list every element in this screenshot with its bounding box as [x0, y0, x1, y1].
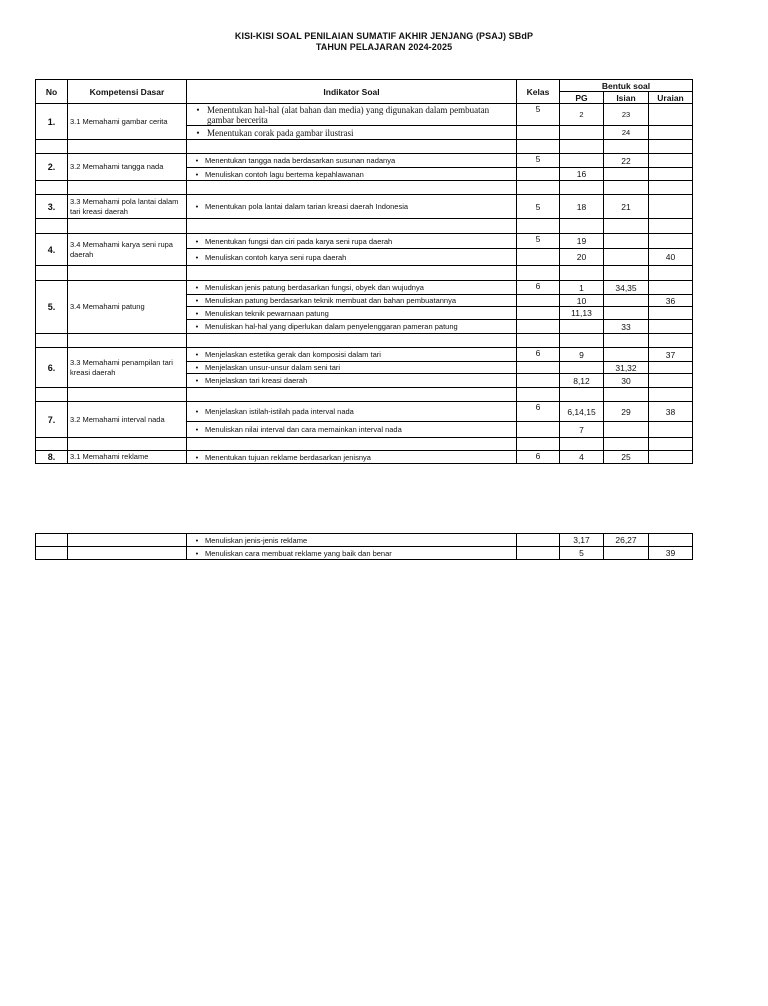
empty-cell — [36, 140, 68, 154]
indikator-cell — [187, 451, 517, 464]
pg-cell: 1 — [560, 281, 604, 295]
table-row — [36, 534, 693, 547]
bullet-icon: • — [195, 363, 199, 372]
page-subtitle: TAHUN PELAJARAN 2024-2025 — [315, 42, 453, 52]
empty-cell — [649, 266, 693, 281]
empty-cell — [604, 266, 649, 281]
empty-cell — [68, 388, 187, 402]
empty-cell — [560, 181, 604, 195]
isian-cell: 21 — [604, 195, 649, 219]
empty-cell — [68, 140, 187, 154]
indikator-cell — [187, 104, 517, 126]
kelas-cell: 5 — [517, 104, 560, 126]
uraian-cell — [649, 374, 693, 388]
uraian-cell — [649, 362, 693, 374]
empty-cell — [517, 388, 560, 402]
uraian-cell — [649, 307, 693, 320]
indikator-text: Menentukan tangga nada berdasarkan susunan nadanya — [205, 156, 396, 165]
uraian-cell — [649, 422, 693, 438]
isian-cell — [604, 547, 649, 560]
indikator-text: Menuliskan jenis-jenis reklame — [205, 535, 308, 545]
pg-cell: 6,14,15 — [560, 402, 604, 422]
isian-cell — [604, 249, 649, 266]
bullet-icon: • — [195, 535, 199, 545]
row-number: 2. — [36, 154, 68, 181]
empty-cell — [187, 219, 517, 234]
indikator-text: Menentukan fungsi dan ciri pada karya seni rupa daerah — [205, 236, 393, 246]
pg-cell: 19 — [560, 234, 604, 249]
isian-cell: 31,32 — [604, 362, 649, 374]
empty-cell — [36, 547, 68, 560]
bullet-icon: • — [195, 202, 199, 211]
empty-cell — [36, 266, 68, 281]
header-isian: Isian — [604, 92, 649, 104]
pg-cell: 11,13 — [560, 307, 604, 320]
kelas-cell: 5 — [517, 195, 560, 219]
isian-cell: 23 — [604, 104, 649, 126]
indikator-cell — [187, 295, 517, 307]
bullet-icon: • — [195, 169, 199, 179]
empty-cell — [36, 334, 68, 348]
empty-cell — [36, 181, 68, 195]
indikator-cell — [187, 374, 517, 388]
indikator-text: Menentukan tujuan reklame berdasarkan jenisnya — [205, 452, 371, 462]
bullet-icon: • — [195, 548, 199, 558]
pg-cell: 4 — [560, 451, 604, 464]
empty-cell — [517, 266, 560, 281]
row-number: 3. — [36, 195, 68, 219]
empty-cell — [187, 388, 517, 402]
empty-cell — [604, 140, 649, 154]
pg-cell: 10 — [560, 295, 604, 307]
empty-cell — [649, 181, 693, 195]
isian-cell: 29 — [604, 402, 649, 422]
uraian-cell: 39 — [649, 547, 693, 560]
empty-cell — [604, 219, 649, 234]
indikator-cell — [187, 534, 517, 547]
kelas-cell — [517, 168, 560, 181]
pg-cell — [560, 126, 604, 140]
kelas-cell — [517, 547, 560, 560]
bullet-icon: • — [195, 236, 199, 246]
bullet-icon: • — [195, 350, 199, 359]
empty-cell — [560, 266, 604, 281]
empty-cell — [604, 334, 649, 348]
kompetensi-dasar-cell: 3.2 Memahami tangga nada — [68, 154, 187, 181]
table-row — [36, 195, 693, 219]
uraian-cell — [649, 281, 693, 295]
continuation-table — [35, 533, 693, 560]
indikator-cell — [187, 422, 517, 438]
indikator-text: Menuliskan patung berdasarkan teknik membuat dan bahan pembuatannya — [205, 296, 457, 305]
indikator-text: Menentukan corak pada gambar ilustrasi — [207, 127, 354, 138]
table-row — [36, 402, 693, 422]
pg-cell: 9 — [560, 348, 604, 362]
bullet-icon: • — [195, 322, 199, 331]
indikator-cell — [187, 320, 517, 334]
row-number: 7. — [36, 402, 68, 438]
header-no: No — [36, 80, 68, 104]
isian-cell — [604, 307, 649, 320]
indikator-cell — [187, 281, 517, 295]
header-indikator-soal: Indikator Soal — [187, 80, 517, 104]
bullet-icon: • — [195, 283, 199, 292]
bullet-icon: • — [195, 296, 199, 305]
empty-cell — [604, 438, 649, 451]
empty-cell — [604, 181, 649, 195]
kelas-cell — [517, 295, 560, 307]
pg-cell — [560, 320, 604, 334]
empty-cell — [36, 219, 68, 234]
table-row — [36, 348, 693, 362]
isian-cell: 33 — [604, 320, 649, 334]
header-bentuk-soal: Bentuk soal — [560, 80, 693, 92]
uraian-cell — [649, 320, 693, 334]
isian-cell — [604, 234, 649, 249]
empty-cell — [560, 334, 604, 348]
bullet-icon: • — [195, 425, 199, 434]
isian-cell: 26,27 — [604, 534, 649, 547]
indikator-cell — [187, 195, 517, 219]
empty-cell — [517, 438, 560, 451]
empty-cell — [68, 219, 187, 234]
isian-cell — [604, 348, 649, 362]
uraian-cell — [649, 234, 693, 249]
empty-cell — [36, 534, 68, 547]
kelas-cell: 6 — [517, 402, 560, 422]
kompetensi-dasar-cell: 3.3 Memahami penampilan tari kreasi daerah — [68, 348, 187, 388]
kelas-cell: 5 — [517, 234, 560, 249]
table-row — [36, 154, 693, 168]
header-uraian: Uraian — [649, 92, 693, 104]
empty-cell — [649, 334, 693, 348]
indikator-cell — [187, 547, 517, 560]
kompetensi-dasar-cell: 3.2 Memahami interval nada — [68, 402, 187, 438]
isian-cell — [604, 295, 649, 307]
bullet-icon: • — [195, 156, 199, 165]
empty-cell — [517, 219, 560, 234]
pg-cell: 3,17 — [560, 534, 604, 547]
isian-cell — [604, 168, 649, 181]
kelas-cell — [517, 422, 560, 438]
bullet-icon: • — [195, 407, 199, 416]
indikator-text: Menuliskan contoh lagu bertema kepahlawanan — [205, 169, 364, 179]
uraian-cell — [649, 126, 693, 140]
kelas-cell — [517, 249, 560, 266]
row-number: 4. — [36, 234, 68, 266]
empty-cell — [560, 438, 604, 451]
indikator-cell — [187, 348, 517, 362]
spacer-row — [36, 438, 693, 451]
pg-cell: 5 — [560, 547, 604, 560]
pg-cell: 16 — [560, 168, 604, 181]
spacer-row — [36, 334, 693, 348]
spacer-row — [36, 266, 693, 281]
isian-cell: 22 — [604, 154, 649, 168]
row-number: 6. — [36, 348, 68, 388]
bullet-icon: • — [195, 252, 199, 262]
indikator-cell — [187, 126, 517, 140]
kelas-cell — [517, 374, 560, 388]
isian-cell: 30 — [604, 374, 649, 388]
uraian-cell — [649, 195, 693, 219]
pg-cell: 7 — [560, 422, 604, 438]
empty-cell — [560, 388, 604, 402]
empty-cell — [68, 534, 187, 547]
uraian-cell — [649, 168, 693, 181]
bullet-icon: • — [195, 308, 199, 318]
kelas-cell: 6 — [517, 451, 560, 464]
uraian-cell: 37 — [649, 348, 693, 362]
kompetensi-dasar-cell: 3.4 Memahami patung — [68, 281, 187, 334]
indikator-text: Menuliskan jenis patung berdasarkan fungsi, obyek dan wujudnya — [205, 283, 424, 292]
empty-cell — [36, 388, 68, 402]
indikator-cell — [187, 402, 517, 422]
spacer-row — [36, 388, 693, 402]
bullet-icon: • — [196, 104, 200, 115]
indikator-cell — [187, 249, 517, 266]
page-title: KISI-KISI SOAL PENILAIAN SUMATIF AKHIR JENJANG (PSAJ) SBdP — [234, 31, 534, 41]
bullet-icon: • — [196, 127, 200, 138]
row-number: 5. — [36, 281, 68, 334]
pg-cell: 18 — [560, 195, 604, 219]
empty-cell — [517, 334, 560, 348]
uraian-cell — [649, 104, 693, 126]
indikator-text: Menjelaskan unsur-unsur dalam seni tari — [205, 363, 341, 372]
pg-cell: 20 — [560, 249, 604, 266]
header-pg: PG — [560, 92, 604, 104]
isian-cell — [604, 422, 649, 438]
spacer-row — [36, 140, 693, 154]
kompetensi-dasar-cell: 3.1 Memahami gambar cerita — [68, 104, 187, 140]
empty-cell — [649, 438, 693, 451]
empty-cell — [68, 547, 187, 560]
empty-cell — [187, 181, 517, 195]
empty-cell — [68, 438, 187, 451]
pg-cell — [560, 154, 604, 168]
kelas-cell — [517, 534, 560, 547]
isian-cell: 25 — [604, 451, 649, 464]
empty-cell — [187, 266, 517, 281]
kelas-cell: 6 — [517, 281, 560, 295]
pg-cell: 2 — [560, 104, 604, 126]
empty-cell — [187, 438, 517, 451]
spacer-row — [36, 181, 693, 195]
empty-cell — [649, 388, 693, 402]
empty-cell — [187, 334, 517, 348]
empty-cell — [649, 219, 693, 234]
isian-cell: 34,35 — [604, 281, 649, 295]
indikator-cell — [187, 307, 517, 320]
spacer-row — [36, 219, 693, 234]
row-number: 1. — [36, 104, 68, 140]
kelas-cell — [517, 362, 560, 374]
uraian-cell — [649, 534, 693, 547]
indikator-text: Menuliskan nilai interval dan cara memainkan interval nada — [205, 425, 402, 434]
indikator-text: Menuliskan contoh karya seni rupa daerah — [205, 252, 347, 262]
header-kelas: Kelas — [517, 80, 560, 104]
uraian-cell — [649, 451, 693, 464]
table-row — [36, 104, 693, 126]
bullet-icon: • — [195, 376, 199, 385]
indikator-text: Menuliskan hal-hal yang diperlukan dalam penyelenggaran pameran patung — [205, 322, 458, 331]
empty-cell — [68, 266, 187, 281]
empty-cell — [36, 438, 68, 451]
empty-cell — [68, 334, 187, 348]
indikator-cell — [187, 234, 517, 249]
empty-cell — [560, 140, 604, 154]
uraian-cell: 40 — [649, 249, 693, 266]
kompetensi-dasar-cell: 3.3 Memahami pola lantai dalam tari kreasi daerah — [68, 195, 187, 219]
empty-cell — [517, 181, 560, 195]
kelas-cell: 5 — [517, 154, 560, 168]
indikator-text: Menentukan hal-hal (alat bahan dan media) yang digunakan dalam pembuatan gambar bercerita — [207, 104, 490, 125]
indikator-cell — [187, 362, 517, 374]
indikator-cell — [187, 154, 517, 168]
empty-cell — [68, 181, 187, 195]
kelas-cell — [517, 320, 560, 334]
uraian-cell: 38 — [649, 402, 693, 422]
kompetensi-dasar-cell: 3.4 Memahami karya seni rupa daerah — [68, 234, 187, 266]
table-row — [36, 281, 693, 295]
table-row — [36, 547, 693, 560]
indikator-text: Menjelaskan estetika gerak dan komposisi dalam tari — [205, 350, 381, 359]
indikator-text: Menentukan pola lantai dalam tarian kreasi daerah Indonesia — [205, 202, 409, 211]
header-kompetensi-dasar: Kompetensi Dasar — [68, 80, 187, 104]
pg-cell — [560, 362, 604, 374]
kelas-cell — [517, 126, 560, 140]
pg-cell: 8,12 — [560, 374, 604, 388]
table-row — [36, 234, 693, 249]
row-number: 8. — [36, 451, 68, 464]
indikator-text: Menuliskan teknik pewarnaan patung — [205, 308, 329, 318]
kelas-cell: 6 — [517, 348, 560, 362]
empty-cell — [604, 388, 649, 402]
kompetensi-dasar-cell: 3.1 Memahami reklame — [68, 451, 187, 464]
empty-cell — [517, 140, 560, 154]
empty-cell — [560, 219, 604, 234]
bullet-icon: • — [195, 452, 199, 462]
isian-cell: 24 — [604, 126, 649, 140]
kelas-cell — [517, 307, 560, 320]
indikator-text: Menuliskan cara membuat reklame yang baik dan benar — [205, 548, 392, 558]
empty-cell — [187, 140, 517, 154]
uraian-cell — [649, 154, 693, 168]
indikator-cell — [187, 168, 517, 181]
kisi-kisi-table — [35, 79, 693, 464]
empty-cell — [649, 140, 693, 154]
uraian-cell: 36 — [649, 295, 693, 307]
table-row — [36, 451, 693, 464]
indikator-text: Menjelaskan tari kreasi daerah — [205, 376, 308, 385]
indikator-text: Menjelaskan istilah-istilah pada interval nada — [205, 407, 354, 416]
